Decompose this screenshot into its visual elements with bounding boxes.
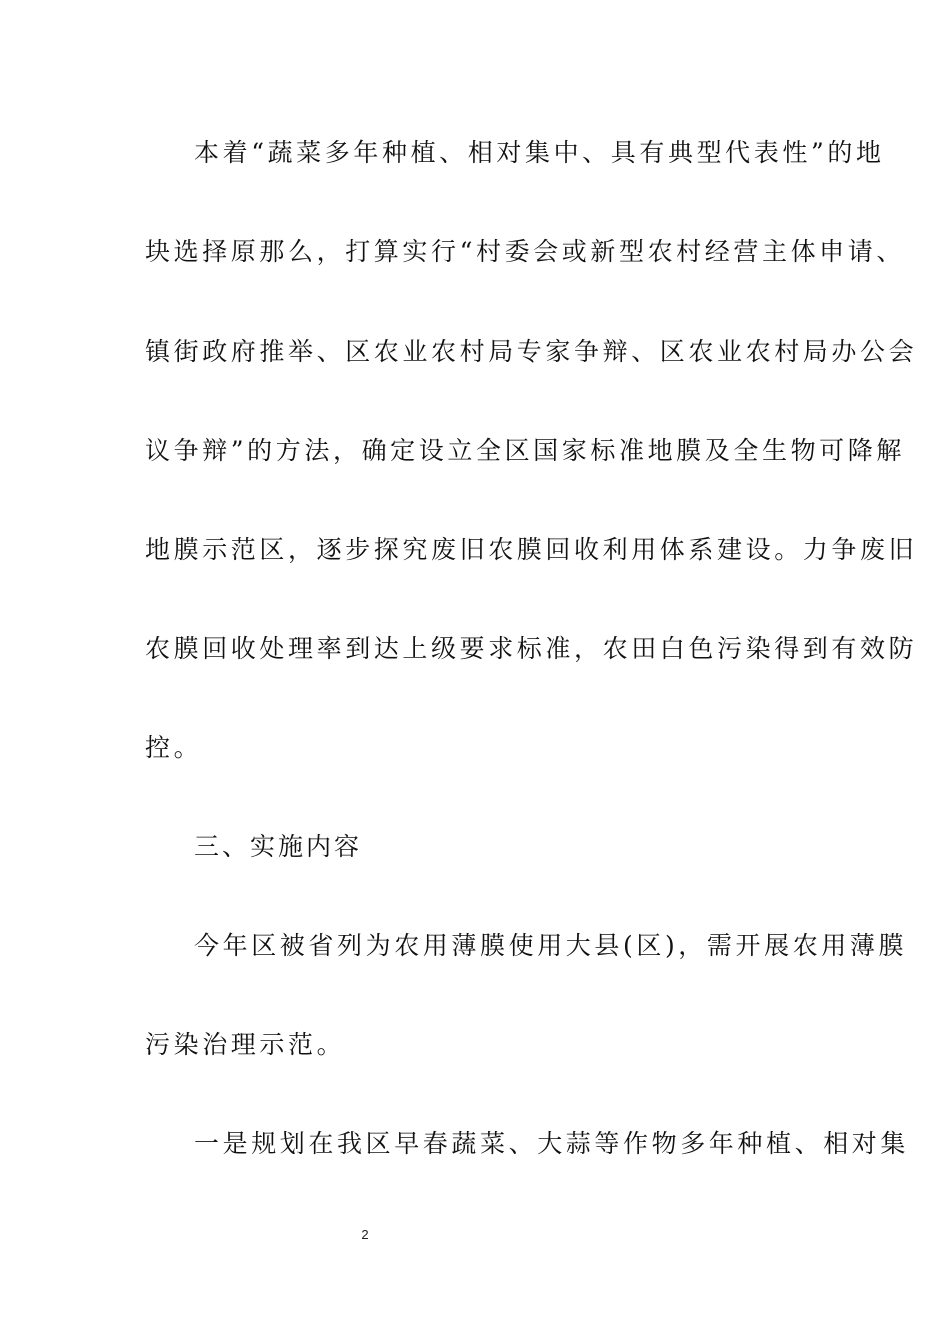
paragraph-line: 议争辩”的方法，确定设立全区国家标准地膜及全生物可降解 [145, 436, 905, 465]
paragraph-line: 控。 [145, 733, 203, 762]
paragraph-line: 农膜回收处理率到达上级要求标准，农田白色污染得到有效防 [145, 634, 918, 663]
section-heading: 三、实施内容 [194, 832, 363, 861]
page-number: 2 [361, 1227, 369, 1242]
paragraph-line: 污染治理示范。 [145, 1030, 346, 1059]
paragraph-line: 镇街政府推举、区农业农村局专家争辩、区农业农村局办公会 [145, 337, 918, 366]
paragraph-line: 块选择原那么，打算实行“村委会或新型农村经营主体申请、 [145, 237, 905, 266]
paragraph-line: 今年区被省列为农用薄膜使用大县(区)，需开展农用薄膜 [194, 931, 908, 960]
paragraph-line: 地膜示范区，逐步探究废旧农膜回收利用体系建设。力争废旧 [145, 535, 918, 564]
paragraph-line: 本着“蔬菜多年种植、相对集中、具有典型代表性”的地 [194, 138, 885, 167]
paragraph-line: 一是规划在我区早春蔬菜、大蒜等作物多年种植、相对集 [194, 1129, 910, 1158]
